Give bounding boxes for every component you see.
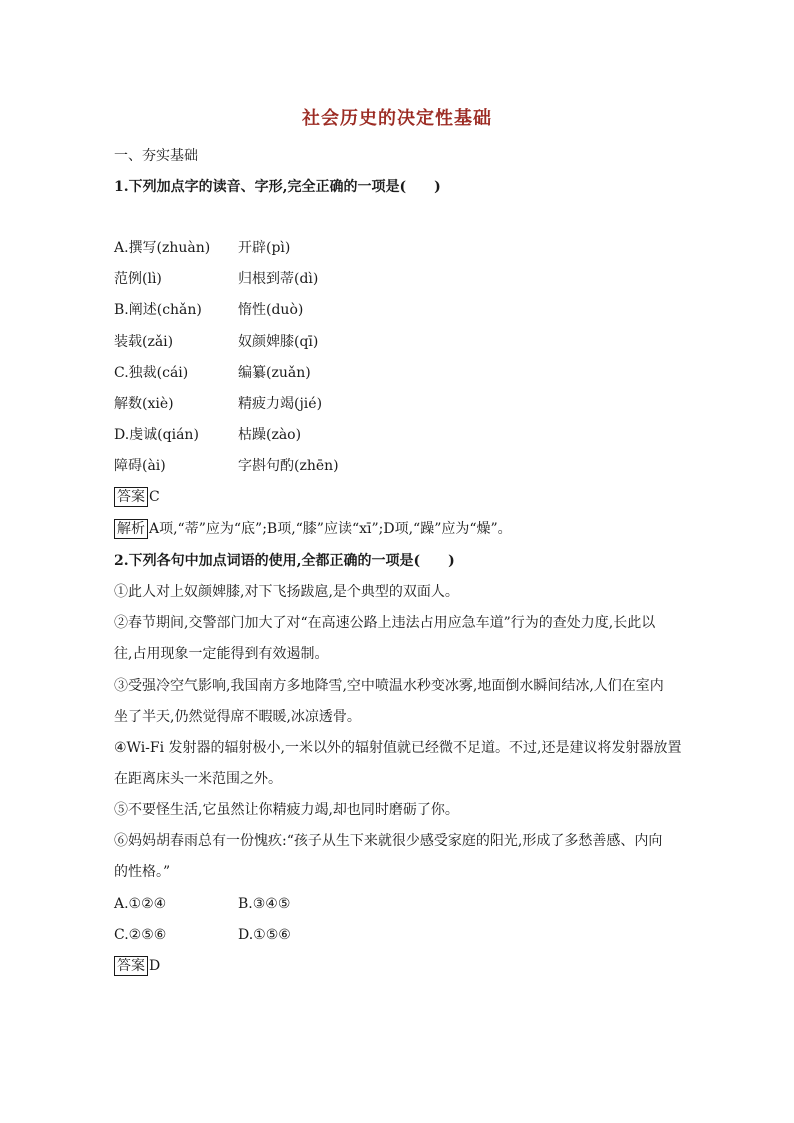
q1-analysis-text: A项,“蒂”应为“底”;B项,“膝”应读“xī”;D项,“躁”应为“燥”。: [149, 521, 512, 537]
q2-sentence-6-cont: 的性格。”: [114, 864, 171, 880]
q1-option-a-right: 开辟(pì): [238, 240, 291, 256]
q1-analysis-line: [114, 519, 512, 539]
q2-sentence-1: ①此人对上奴颜婢膝,对下飞扬跋扈,是个典型的双面人。: [114, 584, 459, 600]
q2-option-a: A.①②④: [114, 896, 167, 912]
q2-option-c: C.②⑤⑥: [114, 927, 167, 943]
q2-answer-value: D: [149, 958, 161, 974]
q2-sentence-3-cont: 坐了半天,仍然觉得席不暇暖,冰凉透骨。: [114, 709, 361, 725]
q2-option-b: B.③④⑤: [238, 896, 291, 912]
q1-option-c-left: C.独裁(cái): [114, 365, 189, 381]
q1-option-a2-left: 范例(lì): [114, 271, 162, 287]
q1-option-c-right: 编纂(zuǎn): [238, 365, 311, 381]
q2-sentence-6: ⑥妈妈胡春雨总有一份愧疚:“孩子从生下来就很少感受家庭的阳光,形成了多愁善感、内向: [114, 833, 663, 849]
page-title: 社会历史的决定性基础: [302, 108, 492, 129]
analysis-label: 解析: [114, 519, 148, 539]
answer-label: 答案: [114, 487, 148, 507]
q2-sentence-2: ②春节期间,交警部门加大了对“在高速公路上违法占用应急车道”行为的查处力度,长此以: [114, 615, 656, 631]
q2-option-d: D.①⑤⑥: [238, 927, 291, 943]
q1-option-b-right: 惰性(duò): [238, 302, 304, 318]
q2-sentence-4-cont: 在距离床头一米范围之外。: [114, 771, 282, 787]
q2-sentence-5: ⑤不要怪生活,它虽然让你精疲力竭,却也同时磨砺了你。: [114, 802, 459, 818]
q1-answer-value: C: [149, 489, 160, 505]
q2-sentence-2-cont: 往,占用现象一定能得到有效遏制。: [114, 646, 329, 662]
q2-answer-line: [114, 956, 160, 976]
q1-option-c2-left: 解数(xiè): [114, 396, 174, 412]
section-heading: 一、夯实基础: [114, 148, 198, 164]
q1-option-d-right: 枯躁(zào): [238, 427, 302, 443]
q1-option-c2-right: 精疲力竭(jié): [238, 396, 323, 412]
q1-option-d2-left: 障碍(ài): [114, 458, 166, 474]
question-1-stem: 1.下列加点字的读音、字形,完全正确的一项是( ): [114, 179, 441, 195]
answer-label: 答案: [114, 956, 148, 976]
q2-sentence-4: ④Wi-Fi 发射器的辐射极小,一米以外的辐射值就已经微不足道。不过,还是建议将发射器放置: [114, 740, 682, 756]
q1-option-d2-right: 字斟句酌(zhēn): [238, 458, 339, 474]
q1-option-d-left: D.虔诚(qián): [114, 427, 199, 443]
q1-answer-line: [114, 487, 160, 507]
q1-option-a-left: A.撰写(zhuàn): [114, 240, 211, 256]
q1-option-a2-right: 归根到蒂(dì): [238, 271, 319, 287]
question-2-stem: 2.下列各句中加点词语的使用,全都正确的一项是( ): [114, 553, 455, 569]
q1-option-b2-right: 奴颜婢膝(qī): [238, 334, 319, 350]
q1-option-b2-left: 装载(zǎi): [114, 334, 174, 350]
q1-option-b-left: B.阐述(chǎn): [114, 302, 202, 318]
q2-sentence-3: ③受强冷空气影响,我国南方多地降雪,空中喷温水秒变冰雾,地面倒水瞬间结冰,人们在室内: [114, 678, 664, 694]
